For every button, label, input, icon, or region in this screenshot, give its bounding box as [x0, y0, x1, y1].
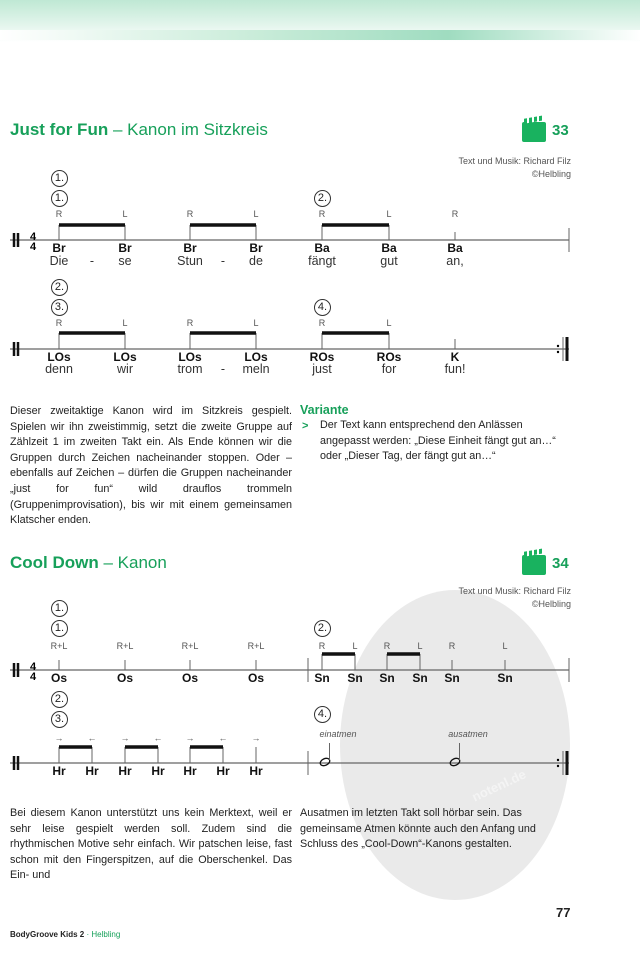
- hand-label: R: [451, 209, 459, 219]
- note-label: LOs: [178, 350, 202, 364]
- lyric: -: [89, 254, 95, 268]
- hand-label: R+L: [116, 641, 134, 651]
- hand-label: L: [122, 318, 128, 328]
- hand-label: R: [318, 641, 326, 651]
- credit-copyright: ©Helbling: [531, 599, 571, 609]
- hand-label: R: [55, 209, 63, 219]
- note-label: Os: [116, 671, 134, 685]
- section-marker: 2.: [51, 691, 68, 708]
- note-label: Os: [247, 671, 265, 685]
- section-marker: 2.: [314, 190, 331, 207]
- lyric: meln: [242, 362, 270, 376]
- time-signature: 4: [30, 671, 37, 683]
- note-label: ROs: [376, 350, 402, 364]
- hand-label: R+L: [181, 641, 199, 651]
- credit-author: Text und Musik: Richard Filz: [458, 156, 571, 166]
- song2-description-left: Bei diesem Kanon unterstützt uns kein Merktext, weil er sehr leise gespielt werden soll. Zudem sind die rhythmischen Motive sehr einfach. Wir patschen leise, fast schon mit den Fingerspitzen, auf die Oberschenkel. Das Ein- und: [10, 807, 292, 882]
- hand-label: R: [318, 209, 326, 219]
- note-label: Br: [183, 241, 197, 255]
- lyric: se: [118, 254, 132, 268]
- note-label: Sn: [412, 671, 428, 685]
- lyric: -: [220, 254, 226, 268]
- page-number: 77: [556, 905, 571, 920]
- song1-title-bold: Just for Fun: [10, 120, 109, 139]
- arrow-left-icon: ←: [87, 733, 97, 743]
- lyric: for: [381, 362, 397, 376]
- note-label: Ba: [381, 241, 397, 255]
- repeat-dot: [557, 759, 559, 761]
- lyric: just: [312, 362, 332, 376]
- lyric: wir: [117, 362, 133, 376]
- note-label: Ba: [314, 241, 330, 255]
- breath-label: ausatmen: [448, 729, 488, 739]
- note-label: Hr: [183, 764, 197, 778]
- lyric: an,: [446, 254, 464, 268]
- arrow-left-icon: ←: [153, 733, 163, 743]
- song2-title-bold: Cool Down: [10, 553, 99, 572]
- footer: [10, 930, 120, 939]
- watermark-text: notenl.de: [469, 766, 529, 805]
- section-marker: 1.: [51, 170, 68, 187]
- arrow-left-icon: ←: [218, 733, 228, 743]
- book-title: BodyGroove Kids 2: [10, 930, 85, 939]
- note-label: K: [450, 350, 460, 364]
- note-label: Sn: [497, 671, 513, 685]
- section-marker: 4.: [314, 299, 331, 316]
- hand-label: L: [417, 641, 423, 651]
- section-marker: 4.: [314, 706, 331, 723]
- hand-label: R: [383, 641, 391, 651]
- note-label: Os: [50, 671, 68, 685]
- lyric: Die: [49, 254, 69, 268]
- track-number: 33: [552, 122, 569, 139]
- arrow-right-icon: →: [251, 733, 261, 743]
- publisher: · Helbling: [84, 930, 121, 939]
- track-number: 34: [552, 555, 569, 572]
- credit-author: Text und Musik: Richard Filz: [458, 586, 571, 596]
- hand-label: L: [386, 318, 392, 328]
- song1-description: Dieser zweitaktige Kanon wird im Sitzkreis gespielt. Spielen wir ihn zweistimmig, setzt die zweite Gruppe auf Zählzeit 1 im zweiten Takt ein. Als Ende können wir die Gruppen durch Zeichen nacheinander stoppen. Oder – ebenfalls auf Zeichen – dürfen die Gruppen nacheinander „just for fun“ wild drauflos trommeln (Gruppenimprovisation), bis wir mit einem gemeinsamen Klatscher enden.: [10, 405, 292, 527]
- repeat-dot: [557, 345, 559, 347]
- hand-label: R: [448, 641, 456, 651]
- time-signature: 4: [30, 661, 37, 673]
- lyric: fun!: [444, 362, 466, 376]
- credit-copyright: ©Helbling: [531, 169, 571, 179]
- repeat-dot: [557, 765, 559, 767]
- note-label: Hr: [85, 764, 99, 778]
- note-label: Sn: [379, 671, 395, 685]
- variant-text: Der Text kann entsprechend den Anlässen angepasst werden: „Diese Einheit fängt gut an…“ oder „Dieser Tag, der fängt gut an…“: [320, 419, 556, 463]
- section-marker: 1.: [51, 620, 68, 637]
- section-marker: 2.: [51, 279, 68, 296]
- song1-title-sub: – Kanon im Sitzkreis: [108, 120, 268, 139]
- time-signature: 4: [30, 231, 37, 243]
- repeat-dot: [557, 351, 559, 353]
- hand-label: L: [352, 641, 358, 651]
- section-marker: 1.: [51, 600, 68, 617]
- arrow-right-icon: →: [54, 733, 64, 743]
- section-marker: 1.: [51, 190, 68, 207]
- note-label: Sn: [444, 671, 460, 685]
- song2-title-sub: – Kanon: [98, 553, 167, 572]
- lyric: Stun: [177, 254, 203, 268]
- note-label: Br: [118, 241, 132, 255]
- hand-label: R: [186, 318, 194, 328]
- note-label: Os: [181, 671, 199, 685]
- note-label: Hr: [216, 764, 230, 778]
- arrow-right-icon: →: [185, 733, 195, 743]
- hand-label: R+L: [50, 641, 68, 651]
- hand-label: L: [253, 209, 259, 219]
- section-marker: 3.: [51, 711, 68, 728]
- song2-description-right: Ausatmen im letzten Takt soll hörbar sein. Das gemeinsame Atmen könnte auch den Anfang und Schluss des „Cool-Down“-Kanons gestalten.: [300, 807, 536, 851]
- bullet-icon: >: [302, 420, 309, 432]
- lyric: fängt: [308, 254, 336, 268]
- note-label: Sn: [347, 671, 363, 685]
- note-label: LOs: [113, 350, 137, 364]
- hand-label: L: [386, 209, 392, 219]
- section-marker: 2.: [314, 620, 331, 637]
- hand-label: R: [318, 318, 326, 328]
- note-label: Sn: [314, 671, 330, 685]
- time-signature: 4: [30, 241, 37, 253]
- variant-heading: Variante: [300, 403, 349, 417]
- note-label: ROs: [309, 350, 335, 364]
- hand-label: L: [122, 209, 128, 219]
- note-label: Br: [249, 241, 263, 255]
- lyric: gut: [380, 254, 398, 268]
- note-label: Hr: [249, 764, 263, 778]
- section-marker: 3.: [51, 299, 68, 316]
- lyric: denn: [45, 362, 73, 376]
- note-label: Hr: [52, 764, 66, 778]
- note-label: Br: [52, 241, 66, 255]
- note-label: LOs: [47, 350, 71, 364]
- hand-label: L: [502, 641, 508, 651]
- hand-label: R+L: [247, 641, 265, 651]
- arrow-right-icon: →: [120, 733, 130, 743]
- hand-label: R: [186, 209, 194, 219]
- note-label: LOs: [244, 350, 268, 364]
- note-label: Hr: [118, 764, 132, 778]
- note-label: Hr: [151, 764, 165, 778]
- hand-label: L: [253, 318, 259, 328]
- lyric: -: [220, 362, 226, 376]
- lyric: trom: [177, 362, 203, 376]
- lyric: de: [249, 254, 263, 268]
- breath-label: einatmen: [319, 729, 357, 739]
- note-label: Ba: [447, 241, 463, 255]
- hand-label: R: [55, 318, 63, 328]
